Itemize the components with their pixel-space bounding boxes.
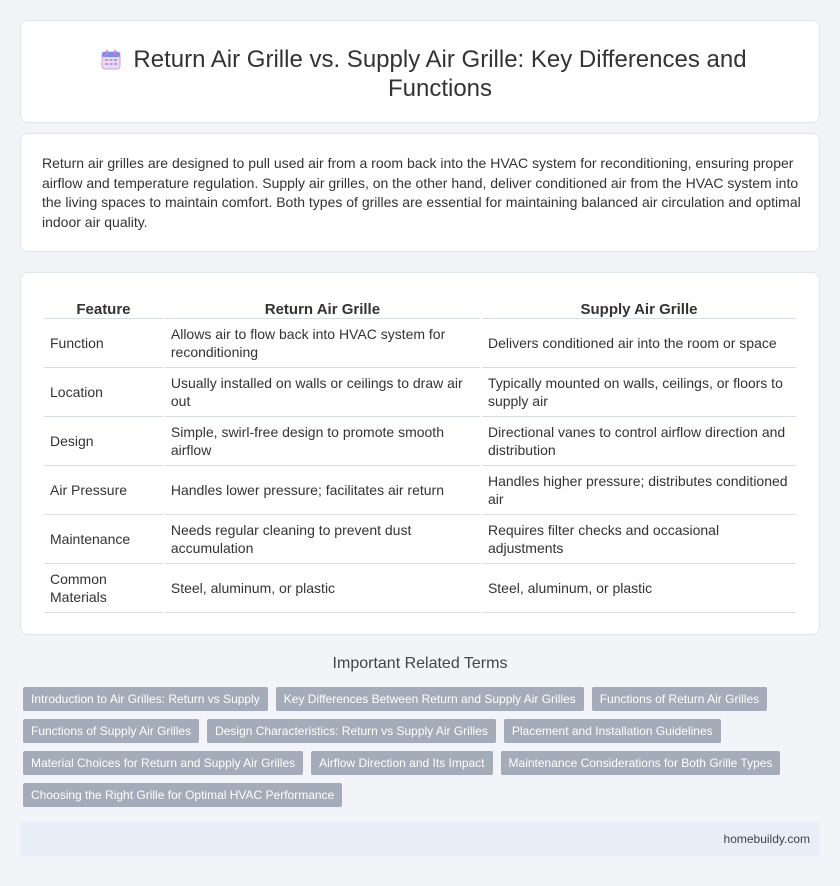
header-card (20, 20, 820, 123)
table-header-row (44, 295, 796, 319)
page-title: Return Air Grille vs. Supply Air Grille: Key Differences and Functions (133, 46, 747, 102)
related-term-tag[interactable]: Introduction to Air Grilles: Return vs Supply (23, 687, 268, 711)
row-return-value: Needs regular cleaning to prevent dust accumulation (165, 515, 480, 564)
table-row (44, 368, 796, 417)
related-term-tag[interactable]: Functions of Return Air Grilles (592, 687, 767, 711)
related-term-tag[interactable]: Airflow Direction and Its Impact (311, 751, 492, 775)
table-row (44, 466, 796, 515)
intro-card (20, 133, 820, 252)
related-term-tag[interactable]: Functions of Supply Air Grilles (23, 719, 199, 743)
related-term-tag[interactable]: Placement and Installation Guidelines (504, 719, 721, 743)
table-row (44, 564, 796, 613)
header-feature: Feature (44, 295, 163, 319)
row-feature: Location (44, 368, 163, 417)
row-supply-value: Handles higher pressure; distributes conditioned air (482, 466, 796, 515)
header-supply-air-grille: Supply Air Grille (482, 295, 796, 319)
related-term-tag[interactable]: Key Differences Between Return and Supply Air Grilles (276, 687, 584, 711)
comparison-table (42, 295, 798, 613)
row-return-value: Usually installed on walls or ceilings to draw air out (165, 368, 480, 417)
related-term-tag[interactable]: Design Characteristics: Return vs Supply Air Grilles (207, 719, 496, 743)
row-return-value: Allows air to flow back into HVAC system for reconditioning (165, 319, 480, 368)
row-supply-value: Directional vanes to control airflow direction and distribution (482, 417, 796, 466)
row-return-value: Steel, aluminum, or plastic (165, 564, 480, 613)
row-feature: Air Pressure (44, 466, 163, 515)
row-feature: Design (44, 417, 163, 466)
row-feature: Common Materials (44, 564, 163, 613)
footer-site-name[interactable]: homebuildy.com (723, 832, 810, 846)
header-return-air-grille: Return Air Grille (165, 295, 480, 319)
table-row (44, 319, 796, 368)
row-supply-value: Steel, aluminum, or plastic (482, 564, 796, 613)
row-supply-value: Requires filter checks and occasional adjustments (482, 515, 796, 564)
related-term-tag[interactable]: Material Choices for Return and Supply Air Grilles (23, 751, 303, 775)
row-feature: Function (44, 319, 163, 368)
related-terms-title: Important Related Terms (332, 655, 508, 672)
related-term-tag[interactable]: Choosing the Right Grille for Optimal HVAC Performance (23, 783, 342, 807)
row-supply-value: Typically mounted on walls, ceilings, or floors to supply air (482, 368, 796, 417)
row-return-value: Handles lower pressure; facilitates air return (165, 466, 480, 515)
row-return-value: Simple, swirl-free design to promote smooth airflow (165, 417, 480, 466)
row-feature: Maintenance (44, 515, 163, 564)
intro-paragraph: Return air grilles are designed to pull used air from a room back into the HVAC system for reconditioning, ensuring proper airflow and temperature regulation. Supply air grilles, on the other hand, deliver conditioned air from the HVAC system into the living spaces to maintain comfort. Both types of grilles are essential for maintaining balanced air circulation and optimal indoor air quality. (42, 155, 801, 230)
row-supply-value: Delivers conditioned air into the room or space (482, 319, 796, 368)
related-terms-list (23, 687, 793, 807)
table-row (44, 417, 796, 466)
comparison-table-card (20, 272, 820, 635)
table-row (44, 515, 796, 564)
footer (20, 822, 820, 856)
related-term-tag[interactable]: Maintenance Considerations for Both Grille Types (501, 751, 781, 775)
